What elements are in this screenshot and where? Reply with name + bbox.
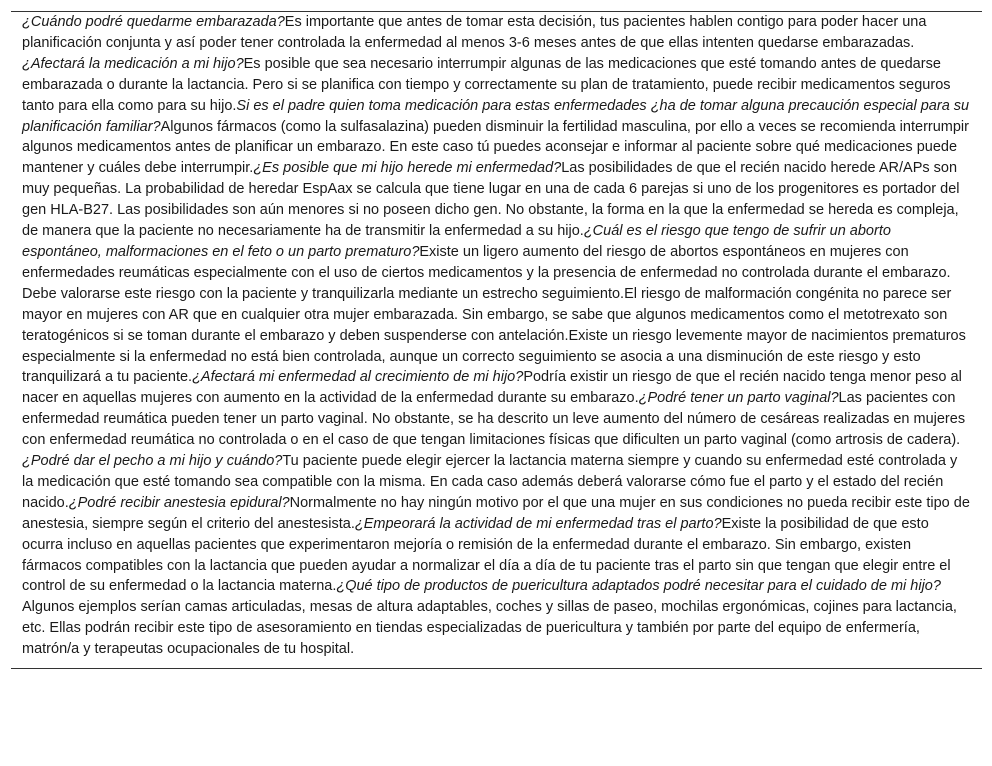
question-10: ¿Empeorará la actividad de mi enfermedad tras el parto?: [354, 515, 722, 532]
answer-8: Tu paciente puede elegir ejercer la lactancia materna siempre y cuando su enfermedad esté controlada y la medicación que esté tomando sea compatible con la misma. En cada caso además deberá valorarse cómo fue el parto y el estado del recién nacido.: [22, 453, 958, 511]
question-4: ¿Es posible que mi hijo herede mi enfermedad?: [253, 160, 562, 177]
answer-11: Algunos ejemplos serían camas articuladas, mesas de altura adaptables, coches y sillas de paseo, mochilas ergonómicas, cojines para lactancia, etc. Ellas podrán recibir este tipo de asesoramiento en tiendas especializadas de puericultura y también por parte del equipo de enfermería, matrón/a y terapeutas ocupacionales de tu hospital.: [22, 599, 957, 658]
question-6: ¿Afectará mi enfermedad al crecimiento de mi hijo?: [192, 369, 524, 386]
question-11: ¿Qué tipo de productos de puericultura adaptados podré necesitar para el cuidado de mi hijo?: [336, 578, 941, 595]
answer-5: Existe un ligero aumento del riesgo de abortos espontáneos en mujeres con enfermedades reumáticas especialmente con el uso de ciertos medicamentos y la presencia de enfermedad no controlada durante el embarazo. Debe valorarse este riesgo con la paciente y tranquilizarla mediante un estrecho seguimiento.El riesgo de malformación congénita no parece ser mayor en mujeres con AR que en cualquier otra mujer embarazada. Sin embargo, se sabe que algunos medicamentos como el metotrexato son teratogénicos si se toman durante el embarazo y deben suspenderse con antelación.Existe un riesgo levemente mayor de nacimientos prematuros especialmente si la enfermedad no está bien controlada, aunque un correcto seguimiento se asocia a una disminución de este riesgo y esto tranquilizará a tu paciente.: [22, 243, 966, 386]
question-9: ¿Podré recibir anestesia epidural?: [68, 494, 290, 511]
answer-10: Existe la posibilidad de que esto ocurra incluso en aquellas pacientes que experimentaron mejoría o remisión de la enfermedad durante el embarazo. Sin embargo, existen fármacos compatibles con la lactancia que pueden ayudar a normalizar el día a día de tu paciente tras el parto sin que tengan que elegir entre el control de su enfermedad o la lactancia materna.: [22, 515, 951, 595]
answer-9: Normalmente no hay ningún motivo por el que una mujer en sus condiciones no pueda recibir este tipo de anestesia, siempre según el criterio del anestesista.: [22, 494, 970, 532]
question-1: ¿Cuándo podré quedarme embarazada?: [22, 14, 285, 30]
answer-7: Las pacientes con enfermedad reumática pueden tener un parto vaginal. No obstante, se ha descrito un leve aumento del número de cesáreas realizadas en mujeres con enfermedad reumática no controlada o en el caso de que tengan limitaciones físicas que dificulten un parto vaginal (como artrosis de cadera).: [22, 390, 966, 449]
answer-2: Es posible que sea necesario interrumpir algunas de las medicaciones que esté tomando antes de quedarse embarazada o durante la lactancia. Pero si se planifica con tiempo y correctamente su plan de tratamiento, puede recibir medicamentos seguros tanto para ella como para su hijo.: [22, 55, 951, 114]
question-3: Si es el padre quien toma medicación para estas enfermedades ¿ha de tomar alguna precaución especial para su planificación familiar?: [22, 97, 970, 135]
answer-1: Es importante que antes de tomar esta decisión, tus pacientes hablen contigo para poder hacer una planificación conjunta y así poder tener controlada la enfermedad al menos 3-6 meses antes de que ellas intenten quedarse embarazadas.: [22, 14, 927, 51]
answer-6: Podría existir un riesgo de que el recién nacido tenga menor peso al nacer en aquellas mujeres con aumento en la actividad de la enfermedad durante su embarazo.: [22, 369, 962, 407]
question-2: ¿Afectará la medicación a mi hijo?: [22, 55, 244, 72]
answer-3: Algunos fármacos (como la sulfasalazina) pueden disminuir la fertilidad masculina, por ello a veces se recomienda interrumpir algunos medicamentos antes de planificar un embarazo. En este caso tú puedes aconsejar e informar al paciente sobre qué medicaciones puede mantener y cuáles debe interrumpir.: [22, 118, 969, 177]
answer-4: Las posibilidades de que el recién nacido herede AR/APs son muy pequeñas. La probabilidad de heredar EspAax se calcula que tiene lugar en una de cada 6 parejas si uno de los progenitores es portador del gen HLA-B27. Las posibilidades son aún menores si no poseen dicho gen. No obstante, la forma en la que la enfermedad se hereda es compleja, de manera que la paciente no necesariamente ha de transmitir la enfermedad a su hijo.: [22, 160, 960, 240]
question-7: ¿Podré tener un parto vaginal?: [638, 390, 839, 407]
question-8: ¿Podré dar el pecho a mi hijo y cuándo?: [22, 453, 283, 470]
faq-table: [11, 11, 982, 669]
faq-table-cell: [11, 12, 982, 668]
question-5: ¿Cuál es el riesgo que tengo de sufrir un aborto espontáneo, malformaciones en el feto o un parto prematuro?: [22, 223, 891, 260]
